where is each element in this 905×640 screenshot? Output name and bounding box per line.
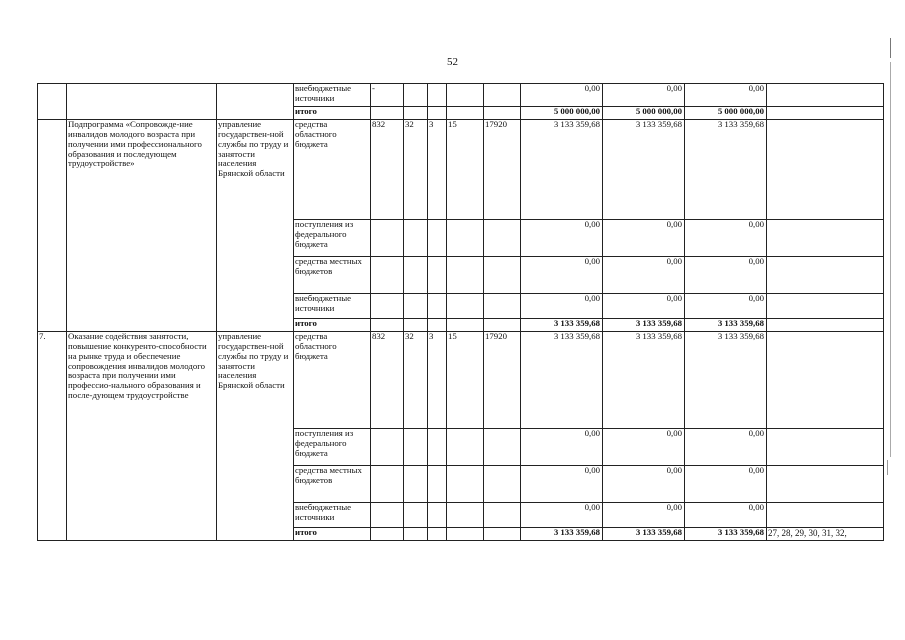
value-cell: 0,00 [685,257,767,294]
source-cell: итого [294,528,371,541]
result-cell [767,503,884,528]
code-cell [371,294,404,319]
code-cell [371,319,404,332]
table-row [38,332,884,429]
value-cell: 0,00 [521,294,603,319]
value-cell: 0,00 [603,220,685,257]
executor-cell: управление государствен-ной службы по труду и занятости населения Брянской области [217,120,294,332]
code-cell [447,107,484,120]
num-cell [38,120,67,332]
value-cell: 3 133 359,68 [521,120,603,220]
code-cell: 17920 [484,120,521,220]
measure-name-cell: Оказание содействия занятости, повышение конкуренто-способности на рынке труда и обеспечение сопровождения инвалидов молодого возраста при получении ими профессио-нального образования и после-дующем трудоустройстве [67,332,217,541]
code-cell [484,107,521,120]
value-cell: 5 000 000,00 [603,107,685,120]
code-cell [484,528,521,541]
code-cell [404,466,428,503]
source-cell: итого [294,319,371,332]
budget-table [37,83,884,541]
code-cell [428,319,447,332]
program-name-cell: Подпрограмма «Сопровожде-ние инвалидов молодого возраста при получении ими профессионального образования и последующем трудоустройстве» [67,120,217,332]
value-cell: 3 133 359,68 [685,120,767,220]
code-cell [371,466,404,503]
code-cell: 32 [404,332,428,429]
code-cell [484,466,521,503]
name-cell [67,84,217,120]
code-cell [428,466,447,503]
code-cell [404,84,428,107]
code-cell: 15 [447,332,484,429]
source-cell: поступления из федерального бюджета [294,220,371,257]
code-cell [484,257,521,294]
code-cell [428,429,447,466]
code-cell [404,220,428,257]
executor-cell [217,84,294,120]
code-cell [447,257,484,294]
value-cell: 5 000 000,00 [521,107,603,120]
code-cell [371,257,404,294]
code-cell [428,107,447,120]
source-cell: средства местных бюджетов [294,257,371,294]
code-cell [404,429,428,466]
value-cell: 3 133 359,68 [685,319,767,332]
code-cell [447,503,484,528]
scan-edge-mark [890,62,891,457]
result-cell [767,120,884,220]
result-cell [767,107,884,120]
code-cell: 15 [447,120,484,220]
code-cell [484,503,521,528]
code-cell [428,294,447,319]
value-cell: 3 133 359,68 [603,120,685,220]
code-cell: 17920 [484,332,521,429]
source-cell: средства местных бюджетов [294,466,371,503]
code-cell: 3 [428,120,447,220]
code-cell [447,466,484,503]
value-cell: 0,00 [685,466,767,503]
value-cell: 0,00 [603,257,685,294]
source-cell: внебюджетные источники [294,84,371,107]
code-cell [484,294,521,319]
code-cell [428,220,447,257]
code-cell [371,503,404,528]
code-cell: 832 [371,120,404,220]
value-cell: 0,00 [521,220,603,257]
value-cell: 3 133 359,68 [685,528,767,541]
code-cell [404,319,428,332]
source-cell: внебюджетные источники [294,294,371,319]
result-cell: 27, 28, 29, 30, 31, 32, [767,528,884,541]
table-row [38,120,884,220]
code-cell [371,429,404,466]
value-cell: 5 000 000,00 [685,107,767,120]
code-cell [404,294,428,319]
code-cell [371,220,404,257]
result-cell [767,319,884,332]
code-cell [404,503,428,528]
code-cell: 832 [371,332,404,429]
code-cell: - [371,84,404,107]
code-cell [484,319,521,332]
code-cell [447,84,484,107]
value-cell: 0,00 [521,466,603,503]
num-cell [38,84,67,120]
result-cell [767,429,884,466]
scan-edge-mark [890,38,891,58]
value-cell: 3 133 359,68 [521,332,603,429]
result-cell [767,257,884,294]
table-row [38,84,884,107]
value-cell: 0,00 [685,220,767,257]
code-cell [447,319,484,332]
source-cell: внебюджетные источники [294,503,371,528]
code-cell [428,257,447,294]
value-cell: 3 133 359,68 [685,332,767,429]
value-cell: 0,00 [603,84,685,107]
result-cell [767,466,884,503]
value-cell: 3 133 359,68 [603,332,685,429]
code-cell [484,84,521,107]
source-cell: итого [294,107,371,120]
code-cell [404,528,428,541]
source-cell: средства областного бюджета [294,332,371,429]
result-cell [767,84,884,107]
code-cell [371,528,404,541]
executor-cell: управление государствен-ной службы по труду и занятости населения Брянской области [217,332,294,541]
value-cell: 0,00 [521,84,603,107]
value-cell: 0,00 [521,257,603,294]
num-cell: 7. [38,332,67,541]
value-cell: 0,00 [603,503,685,528]
value-cell: 0,00 [685,503,767,528]
code-cell [447,429,484,466]
code-cell [404,257,428,294]
source-cell: поступления из федерального бюджета [294,429,371,466]
scan-edge-mark [887,460,888,475]
value-cell: 0,00 [521,429,603,466]
value-cell: 0,00 [603,294,685,319]
code-cell [484,220,521,257]
result-cell [767,332,884,429]
value-cell: 0,00 [685,84,767,107]
value-cell: 0,00 [603,429,685,466]
value-cell: 0,00 [685,294,767,319]
code-cell [428,503,447,528]
code-cell: 32 [404,120,428,220]
code-cell [447,528,484,541]
code-cell [371,107,404,120]
value-cell: 3 133 359,68 [603,528,685,541]
value-cell: 0,00 [521,503,603,528]
code-cell [428,528,447,541]
code-cell [428,84,447,107]
page-number: 52 [447,56,458,68]
source-cell: средства областного бюджета [294,120,371,220]
result-cell [767,220,884,257]
result-cell [767,294,884,319]
code-cell [404,107,428,120]
value-cell: 3 133 359,68 [521,528,603,541]
code-cell [484,429,521,466]
value-cell: 0,00 [685,429,767,466]
code-cell [447,220,484,257]
value-cell: 3 133 359,68 [521,319,603,332]
value-cell: 3 133 359,68 [603,319,685,332]
code-cell [447,294,484,319]
value-cell: 0,00 [603,466,685,503]
code-cell: 3 [428,332,447,429]
